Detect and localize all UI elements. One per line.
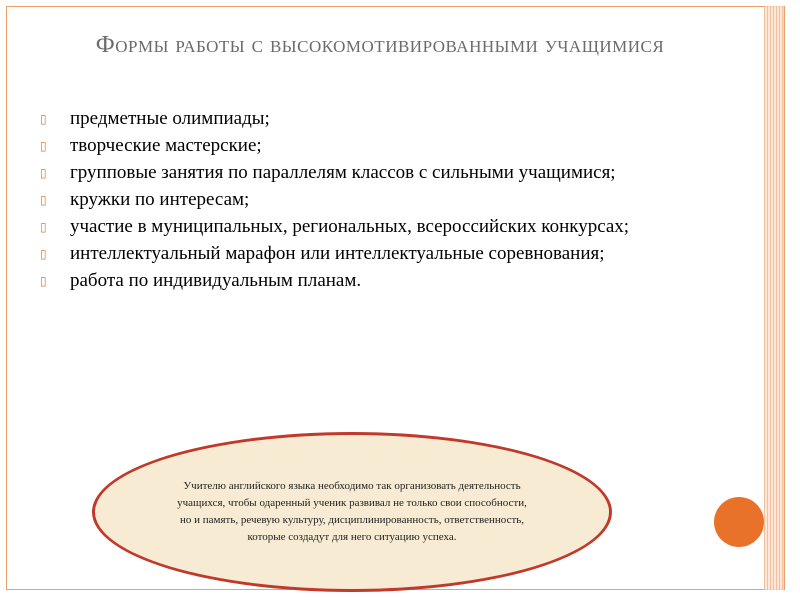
bullet-icon: ▯ [40, 166, 47, 180]
bullet-icon: ▯ [40, 220, 47, 234]
decorative-side-band [764, 6, 784, 590]
list-item [40, 216, 660, 238]
list-item [40, 108, 660, 130]
bullet-icon: ▯ [40, 247, 47, 261]
callout-text: Учителю английского языка необходимо так организовать деятельность учащихся, чтобы одаренный ученик развивал не только свои способности, но и память, речевую культуру, дисциплинированность, ответственность, которые создадут для него ситуацию успеха. [177, 480, 527, 543]
list-item-text: участие в муниципальных, региональных, всероссийских конкурсах; [70, 216, 630, 237]
list-item-text: творческие мастерские; [70, 135, 262, 156]
list-item [40, 243, 660, 265]
bullet-icon: ▯ [40, 193, 47, 207]
bullet-icon: ▯ [40, 112, 47, 126]
list-item-text: работа по индивидуальным планам. [70, 270, 362, 291]
callout-ellipse [92, 432, 612, 592]
bullet-icon: ▯ [40, 139, 47, 153]
bullet-icon: ▯ [40, 274, 47, 288]
decorative-side-line [784, 6, 785, 590]
list-item [40, 135, 660, 157]
slide-title: Формы работы с высокомотивированными учащимися [95, 32, 665, 58]
list-item [40, 270, 660, 292]
decorative-circle [714, 497, 764, 547]
list-item-text: кружки по интересам; [70, 189, 250, 210]
list-item-text: предметные олимпиады; [70, 108, 270, 129]
list-item-text: интеллектуальный марафон или интеллектуальные соревнования; [70, 243, 605, 264]
bullet-list [40, 108, 660, 297]
list-item [40, 189, 660, 211]
list-item-text: групповые занятия по параллелям классов с сильными учащимися; [70, 162, 616, 183]
list-item [40, 162, 660, 184]
